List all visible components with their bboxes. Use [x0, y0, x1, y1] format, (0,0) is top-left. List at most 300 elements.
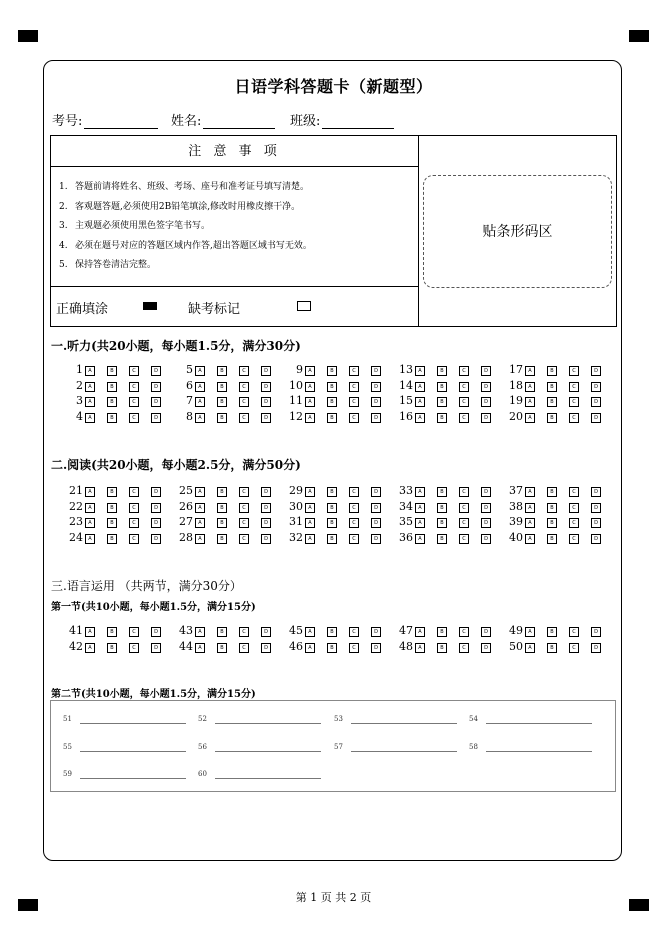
notice-item: [59, 218, 312, 238]
option-bubble-a[interactable]: A: [415, 503, 425, 513]
fill-blank-number: 57: [334, 742, 343, 751]
question-number: 46: [289, 639, 303, 653]
option-bubble-d[interactable]: D: [481, 382, 491, 392]
option-bubble-b[interactable]: B: [217, 413, 227, 423]
option-bubble-b[interactable]: B: [217, 503, 227, 513]
question-number: 36: [399, 530, 413, 544]
option-bubble-c[interactable]: C: [239, 627, 249, 637]
option-bubble-c[interactable]: C: [459, 503, 469, 513]
option-bubble-b[interactable]: B: [547, 627, 557, 637]
option-bubble-d[interactable]: D: [591, 413, 601, 423]
option-bubble-c[interactable]: C: [349, 518, 359, 528]
notice-item-text: 客观题答题,必须使用2B铅笔填涂,修改时用橡皮擦干净。: [75, 201, 301, 212]
option-bubble-a[interactable]: A: [415, 413, 425, 423]
option-bubble-c[interactable]: C: [129, 487, 139, 497]
option-bubble-a[interactable]: A: [525, 382, 535, 392]
option-bubble-a[interactable]: A: [195, 627, 205, 637]
option-bubble-b[interactable]: B: [547, 382, 557, 392]
fill-blank-60[interactable]: [198, 770, 207, 778]
option-bubble-c[interactable]: C: [349, 627, 359, 637]
option-bubble-d[interactable]: D: [261, 382, 271, 392]
option-bubble-a[interactable]: A: [85, 627, 95, 637]
fill-blank-line[interactable]: [80, 751, 186, 752]
option-bubble-a[interactable]: A: [525, 487, 535, 497]
option-bubble-d[interactable]: D: [261, 518, 271, 528]
fill-blank-56[interactable]: [198, 743, 207, 751]
option-bubble-d[interactable]: D: [481, 366, 491, 376]
option-bubble-b[interactable]: B: [437, 627, 447, 637]
question-number: 43: [179, 624, 193, 637]
option-bubble-c[interactable]: C: [459, 397, 469, 407]
option-bubble-d[interactable]: D: [261, 487, 271, 497]
option-bubble-a[interactable]: A: [195, 643, 205, 653]
question-number: 49: [509, 624, 523, 637]
option-bubble-a[interactable]: A: [85, 366, 95, 376]
fill-blank-number: 56: [198, 742, 207, 751]
absent-checkbox[interactable]: [297, 301, 311, 311]
question-number: 38: [509, 499, 523, 513]
part1-answer-grid: [0, 626, 667, 656]
notice-item-text: 答题前请将姓名、班级、考场、座号和准考证号填写清楚。: [75, 182, 310, 192]
option-bubble-d[interactable]: D: [481, 534, 491, 544]
option-bubble-c[interactable]: C: [569, 534, 579, 544]
fill-blank-line[interactable]: [80, 723, 186, 724]
option-bubble-b[interactable]: B: [547, 487, 557, 497]
option-bubble-d[interactable]: D: [151, 503, 161, 513]
option-bubble-c[interactable]: C: [349, 382, 359, 392]
correct-fill-mark: [143, 302, 157, 310]
option-bubble-d[interactable]: D: [261, 534, 271, 544]
fill-blank-52[interactable]: [198, 715, 207, 723]
option-bubble-d[interactable]: D: [481, 413, 491, 423]
option-bubble-a[interactable]: A: [525, 397, 535, 407]
option-bubble-a[interactable]: A: [305, 413, 315, 423]
option-bubble-d[interactable]: D: [371, 503, 381, 513]
fill-blank-number: 58: [469, 742, 478, 751]
option-bubble-d[interactable]: D: [591, 534, 601, 544]
notice-list: [59, 179, 312, 277]
option-bubble-d[interactable]: D: [371, 518, 381, 528]
question-number: 29: [289, 484, 303, 497]
option-bubble-a[interactable]: A: [415, 366, 425, 376]
question-number: 30: [289, 499, 303, 513]
option-bubble-a[interactable]: A: [415, 382, 425, 392]
option-bubble-b[interactable]: B: [327, 487, 337, 497]
option-bubble-d[interactable]: D: [151, 643, 161, 653]
fill-blank-line[interactable]: [351, 723, 457, 724]
name-field[interactable]: [171, 110, 275, 129]
fill-blank-55[interactable]: [63, 743, 72, 751]
option-bubble-d[interactable]: D: [261, 643, 271, 653]
option-bubble-b[interactable]: B: [437, 413, 447, 423]
question-number: 31: [289, 515, 303, 528]
option-bubble-d[interactable]: D: [261, 627, 271, 637]
option-bubble-c[interactable]: C: [569, 503, 579, 513]
option-bubble-c[interactable]: C: [129, 518, 139, 528]
option-bubble-b[interactable]: B: [437, 487, 447, 497]
exam-number-blank[interactable]: [84, 114, 158, 129]
option-bubble-b[interactable]: B: [547, 366, 557, 376]
option-bubble-c[interactable]: C: [569, 366, 579, 376]
class-label: 班级:: [290, 114, 321, 129]
option-bubble-c[interactable]: C: [459, 487, 469, 497]
option-bubble-d[interactable]: D: [591, 503, 601, 513]
option-bubble-c[interactable]: C: [239, 534, 249, 544]
page-footer: 第 1 页 共 2 页: [295, 891, 372, 904]
option-bubble-d[interactable]: D: [371, 413, 381, 423]
option-bubble-c[interactable]: C: [239, 382, 249, 392]
option-bubble-c[interactable]: C: [239, 413, 249, 423]
fill-blank-line[interactable]: [486, 723, 592, 724]
fill-blank-number: 51: [63, 715, 72, 723]
option-bubble-c[interactable]: C: [129, 643, 139, 653]
option-bubble-b[interactable]: B: [327, 413, 337, 423]
fill-blank-53[interactable]: [334, 715, 343, 723]
option-bubble-d[interactable]: D: [591, 487, 601, 497]
question-number: 50: [509, 639, 523, 653]
question-number: 17: [509, 363, 523, 376]
registration-mark-top-right: [629, 30, 649, 42]
question-number: 33: [399, 484, 413, 497]
question-number: 8: [186, 409, 193, 423]
question-number: 16: [399, 409, 413, 423]
question-number: 23: [69, 515, 83, 528]
section-language-heading: 三.语言运用 （共两节，满分30分）: [51, 579, 242, 593]
option-bubble-b[interactable]: B: [327, 382, 337, 392]
option-bubble-d[interactable]: D: [481, 643, 491, 653]
question-number: 13: [399, 363, 413, 376]
option-bubble-a[interactable]: A: [305, 643, 315, 653]
notice-item-number: 1.: [59, 182, 68, 192]
option-bubble-c[interactable]: C: [459, 534, 469, 544]
option-bubble-a[interactable]: A: [305, 518, 315, 528]
option-bubble-a[interactable]: A: [305, 382, 315, 392]
barcode-area: 贴条形码区: [423, 175, 612, 288]
option-bubble-b[interactable]: B: [327, 534, 337, 544]
fill-blank-line[interactable]: [486, 751, 592, 752]
notice-item-number: 3.: [59, 221, 68, 231]
option-bubble-b[interactable]: B: [437, 534, 447, 544]
section-reading-heading: 二.阅读(共20小题，每小题2.5分，满分50分): [51, 458, 301, 472]
option-bubble-c[interactable]: C: [129, 627, 139, 637]
option-bubble-c[interactable]: C: [569, 518, 579, 528]
option-bubble-a[interactable]: A: [85, 397, 95, 407]
option-bubble-c[interactable]: C: [569, 413, 579, 423]
option-bubble-a[interactable]: A: [305, 366, 315, 376]
option-bubble-a[interactable]: A: [195, 397, 205, 407]
listening-answer-grid: [0, 365, 667, 425]
option-bubble-b[interactable]: B: [107, 366, 117, 376]
option-bubble-d[interactable]: D: [261, 413, 271, 423]
option-bubble-b[interactable]: B: [107, 503, 117, 513]
option-bubble-a[interactable]: A: [85, 643, 95, 653]
option-bubble-d[interactable]: D: [151, 518, 161, 528]
option-bubble-a[interactable]: A: [305, 397, 315, 407]
option-bubble-d[interactable]: D: [371, 487, 381, 497]
option-bubble-a[interactable]: A: [415, 487, 425, 497]
notice-box: [50, 135, 617, 327]
option-bubble-c[interactable]: C: [349, 487, 359, 497]
option-bubble-a[interactable]: A: [85, 518, 95, 528]
option-bubble-a[interactable]: A: [415, 627, 425, 637]
option-bubble-c[interactable]: C: [239, 366, 249, 376]
option-bubble-b[interactable]: B: [547, 534, 557, 544]
option-bubble-b[interactable]: B: [437, 382, 447, 392]
option-bubble-c[interactable]: C: [239, 487, 249, 497]
question-number: 4: [76, 409, 83, 423]
option-bubble-d[interactable]: D: [371, 366, 381, 376]
class-field[interactable]: [290, 110, 394, 129]
option-bubble-b[interactable]: B: [437, 366, 447, 376]
option-bubble-c[interactable]: C: [129, 503, 139, 513]
option-bubble-a[interactable]: A: [85, 487, 95, 497]
option-bubble-d[interactable]: D: [591, 397, 601, 407]
fill-blank-59[interactable]: [63, 770, 72, 778]
fill-blank-line[interactable]: [351, 751, 457, 752]
correct-fill-label: 正确填涂: [56, 302, 109, 317]
question-number: 26: [179, 499, 193, 513]
option-bubble-a[interactable]: A: [525, 366, 535, 376]
question-number: 12: [289, 409, 303, 423]
option-bubble-c[interactable]: C: [349, 503, 359, 513]
notice-item-text: 主观题必须使用黑色签字笔书写。: [75, 221, 211, 231]
option-bubble-c[interactable]: C: [459, 643, 469, 653]
option-bubble-c[interactable]: C: [459, 366, 469, 376]
option-bubble-d[interactable]: D: [591, 627, 601, 637]
option-bubble-b[interactable]: B: [107, 627, 117, 637]
option-bubble-a[interactable]: A: [305, 534, 315, 544]
option-bubble-b[interactable]: B: [217, 534, 227, 544]
option-bubble-d[interactable]: D: [591, 382, 601, 392]
option-bubble-b[interactable]: B: [217, 382, 227, 392]
option-bubble-a[interactable]: A: [525, 627, 535, 637]
option-bubble-b[interactable]: B: [107, 518, 117, 528]
option-bubble-d[interactable]: D: [481, 627, 491, 637]
option-bubble-d[interactable]: D: [591, 643, 601, 653]
option-bubble-d[interactable]: D: [371, 643, 381, 653]
option-bubble-d[interactable]: D: [481, 397, 491, 407]
option-bubble-c[interactable]: C: [129, 413, 139, 423]
option-bubble-d[interactable]: D: [371, 382, 381, 392]
notice-item-number: 4.: [59, 240, 68, 251]
option-bubble-a[interactable]: A: [525, 534, 535, 544]
option-bubble-d[interactable]: D: [151, 366, 161, 376]
option-bubble-a[interactable]: A: [195, 503, 205, 513]
question-number: 28: [179, 530, 193, 544]
option-bubble-a[interactable]: A: [195, 382, 205, 392]
option-bubble-a[interactable]: A: [85, 413, 95, 423]
option-bubble-a[interactable]: A: [525, 643, 535, 653]
option-bubble-a[interactable]: A: [195, 366, 205, 376]
option-bubble-d[interactable]: D: [151, 413, 161, 423]
option-bubble-b[interactable]: B: [547, 643, 557, 653]
option-bubble-b[interactable]: B: [217, 366, 227, 376]
option-bubble-a[interactable]: A: [415, 397, 425, 407]
part2-fill-in-box: [50, 700, 616, 792]
option-bubble-d[interactable]: D: [481, 503, 491, 513]
option-bubble-a[interactable]: A: [415, 534, 425, 544]
option-bubble-d[interactable]: D: [261, 366, 271, 376]
option-bubble-b[interactable]: B: [217, 643, 227, 653]
option-bubble-d[interactable]: D: [261, 503, 271, 513]
part1-heading: 第一节(共10小题，每小题1.5分，满分15分): [51, 602, 256, 613]
fill-blank-number: 53: [334, 715, 343, 723]
option-bubble-c[interactable]: C: [569, 487, 579, 497]
question-number: 7: [186, 394, 193, 407]
option-bubble-b[interactable]: B: [107, 397, 117, 407]
question-number: 18: [509, 378, 523, 392]
option-bubble-c[interactable]: C: [349, 413, 359, 423]
option-bubble-b[interactable]: B: [437, 397, 447, 407]
option-bubble-b[interactable]: B: [107, 534, 117, 544]
option-bubble-b[interactable]: B: [217, 487, 227, 497]
option-bubble-d[interactable]: D: [151, 627, 161, 637]
option-bubble-b[interactable]: B: [327, 366, 337, 376]
option-bubble-c[interactable]: C: [349, 397, 359, 407]
option-bubble-c[interactable]: C: [569, 627, 579, 637]
question-number: 9: [296, 363, 303, 376]
fill-blank-51[interactable]: [63, 715, 72, 723]
exam-number-field[interactable]: [52, 110, 158, 129]
option-bubble-b[interactable]: B: [107, 487, 117, 497]
option-bubble-a[interactable]: A: [195, 534, 205, 544]
option-bubble-a[interactable]: A: [195, 487, 205, 497]
question-number: 3: [76, 394, 83, 407]
option-bubble-b[interactable]: B: [217, 397, 227, 407]
option-bubble-a[interactable]: A: [305, 627, 315, 637]
notice-item-text: 必须在题号对应的答题区域内作答,超出答题区域书写无效。: [75, 240, 312, 251]
fill-blank-58[interactable]: [469, 743, 478, 751]
option-bubble-c[interactable]: C: [459, 518, 469, 528]
option-bubble-b[interactable]: B: [107, 413, 117, 423]
question-number: 40: [509, 530, 523, 544]
exam-number-label: 考号:: [52, 114, 83, 129]
notice-heading: 注 意 事 项: [51, 136, 418, 167]
option-bubble-c[interactable]: C: [349, 643, 359, 653]
option-bubble-b[interactable]: B: [437, 518, 447, 528]
option-bubble-a[interactable]: A: [85, 382, 95, 392]
fill-blank-54[interactable]: [469, 715, 478, 723]
option-bubble-a[interactable]: A: [305, 487, 315, 497]
option-bubble-b[interactable]: B: [437, 503, 447, 513]
option-bubble-b[interactable]: B: [327, 397, 337, 407]
option-bubble-a[interactable]: A: [415, 643, 425, 653]
option-bubble-c[interactable]: C: [459, 413, 469, 423]
name-blank[interactable]: [203, 114, 275, 129]
option-bubble-c[interactable]: C: [129, 382, 139, 392]
option-bubble-b[interactable]: B: [547, 518, 557, 528]
option-bubble-a[interactable]: A: [195, 518, 205, 528]
option-bubble-a[interactable]: A: [195, 413, 205, 423]
option-bubble-c[interactable]: C: [349, 534, 359, 544]
option-bubble-d[interactable]: D: [591, 366, 601, 376]
class-blank[interactable]: [322, 114, 394, 129]
option-bubble-c[interactable]: C: [239, 503, 249, 513]
option-bubble-a[interactable]: A: [305, 503, 315, 513]
option-bubble-c[interactable]: C: [569, 382, 579, 392]
option-bubble-d[interactable]: D: [261, 397, 271, 407]
fill-blank-number: 52: [198, 715, 207, 723]
option-bubble-b[interactable]: B: [547, 413, 557, 423]
notice-item: [59, 257, 312, 277]
notice-item: [59, 199, 312, 219]
option-bubble-c[interactable]: C: [569, 643, 579, 653]
option-bubble-d[interactable]: D: [371, 397, 381, 407]
reading-answer-grid: [0, 486, 667, 546]
option-bubble-c[interactable]: C: [239, 518, 249, 528]
option-bubble-a[interactable]: A: [525, 503, 535, 513]
option-bubble-a[interactable]: A: [85, 503, 95, 513]
option-bubble-a[interactable]: A: [85, 534, 95, 544]
option-bubble-d[interactable]: D: [481, 518, 491, 528]
question-number: 34: [399, 499, 413, 513]
question-number: 2: [76, 378, 83, 392]
option-bubble-b[interactable]: B: [107, 643, 117, 653]
option-bubble-b[interactable]: B: [327, 518, 337, 528]
option-bubble-d[interactable]: D: [151, 397, 161, 407]
option-bubble-b[interactable]: B: [217, 518, 227, 528]
option-bubble-b[interactable]: B: [107, 382, 117, 392]
question-number: 20: [509, 409, 523, 423]
fill-blank-line[interactable]: [215, 751, 321, 752]
question-number: 44: [179, 639, 193, 653]
section-listening-heading: 一.听力(共20小题，每小题1.5分，满分30分): [51, 339, 301, 353]
option-bubble-c[interactable]: C: [239, 643, 249, 653]
option-bubble-c[interactable]: C: [349, 366, 359, 376]
question-number: 14: [399, 378, 413, 392]
option-bubble-b[interactable]: B: [547, 503, 557, 513]
fill-blank-line[interactable]: [215, 723, 321, 724]
question-number: 47: [399, 624, 413, 637]
option-bubble-c[interactable]: C: [459, 382, 469, 392]
fill-blank-number: 54: [469, 715, 478, 723]
option-bubble-a[interactable]: A: [415, 518, 425, 528]
option-bubble-c[interactable]: C: [129, 397, 139, 407]
question-number: 1: [76, 363, 83, 376]
option-bubble-b[interactable]: B: [327, 503, 337, 513]
option-bubble-b[interactable]: B: [327, 643, 337, 653]
fill-example-row: [51, 286, 418, 327]
fill-blank-57[interactable]: [334, 743, 343, 751]
question-number: 45: [289, 624, 303, 637]
option-bubble-b[interactable]: B: [547, 397, 557, 407]
option-bubble-d[interactable]: D: [151, 487, 161, 497]
option-bubble-d[interactable]: D: [151, 382, 161, 392]
option-bubble-c[interactable]: C: [129, 366, 139, 376]
question-number: 22: [69, 499, 83, 513]
option-bubble-b[interactable]: B: [217, 627, 227, 637]
option-bubble-d[interactable]: D: [371, 534, 381, 544]
option-bubble-a[interactable]: A: [525, 518, 535, 528]
option-bubble-a[interactable]: A: [525, 413, 535, 423]
option-bubble-c[interactable]: C: [129, 534, 139, 544]
option-bubble-b[interactable]: B: [327, 627, 337, 637]
fill-blank-line[interactable]: [215, 778, 321, 779]
option-bubble-b[interactable]: B: [437, 643, 447, 653]
option-bubble-c[interactable]: C: [459, 627, 469, 637]
question-number: 39: [509, 515, 523, 528]
option-bubble-c[interactable]: C: [239, 397, 249, 407]
question-number: 19: [509, 394, 523, 407]
option-bubble-d[interactable]: D: [371, 627, 381, 637]
option-bubble-c[interactable]: C: [569, 397, 579, 407]
page-title: 日语学科答题卡（新题型）: [234, 77, 433, 96]
notice-item-number: 5.: [59, 260, 68, 270]
option-bubble-d[interactable]: D: [591, 518, 601, 528]
fill-blank-line[interactable]: [80, 778, 186, 779]
option-bubble-d[interactable]: D: [151, 534, 161, 544]
option-bubble-d[interactable]: D: [481, 487, 491, 497]
